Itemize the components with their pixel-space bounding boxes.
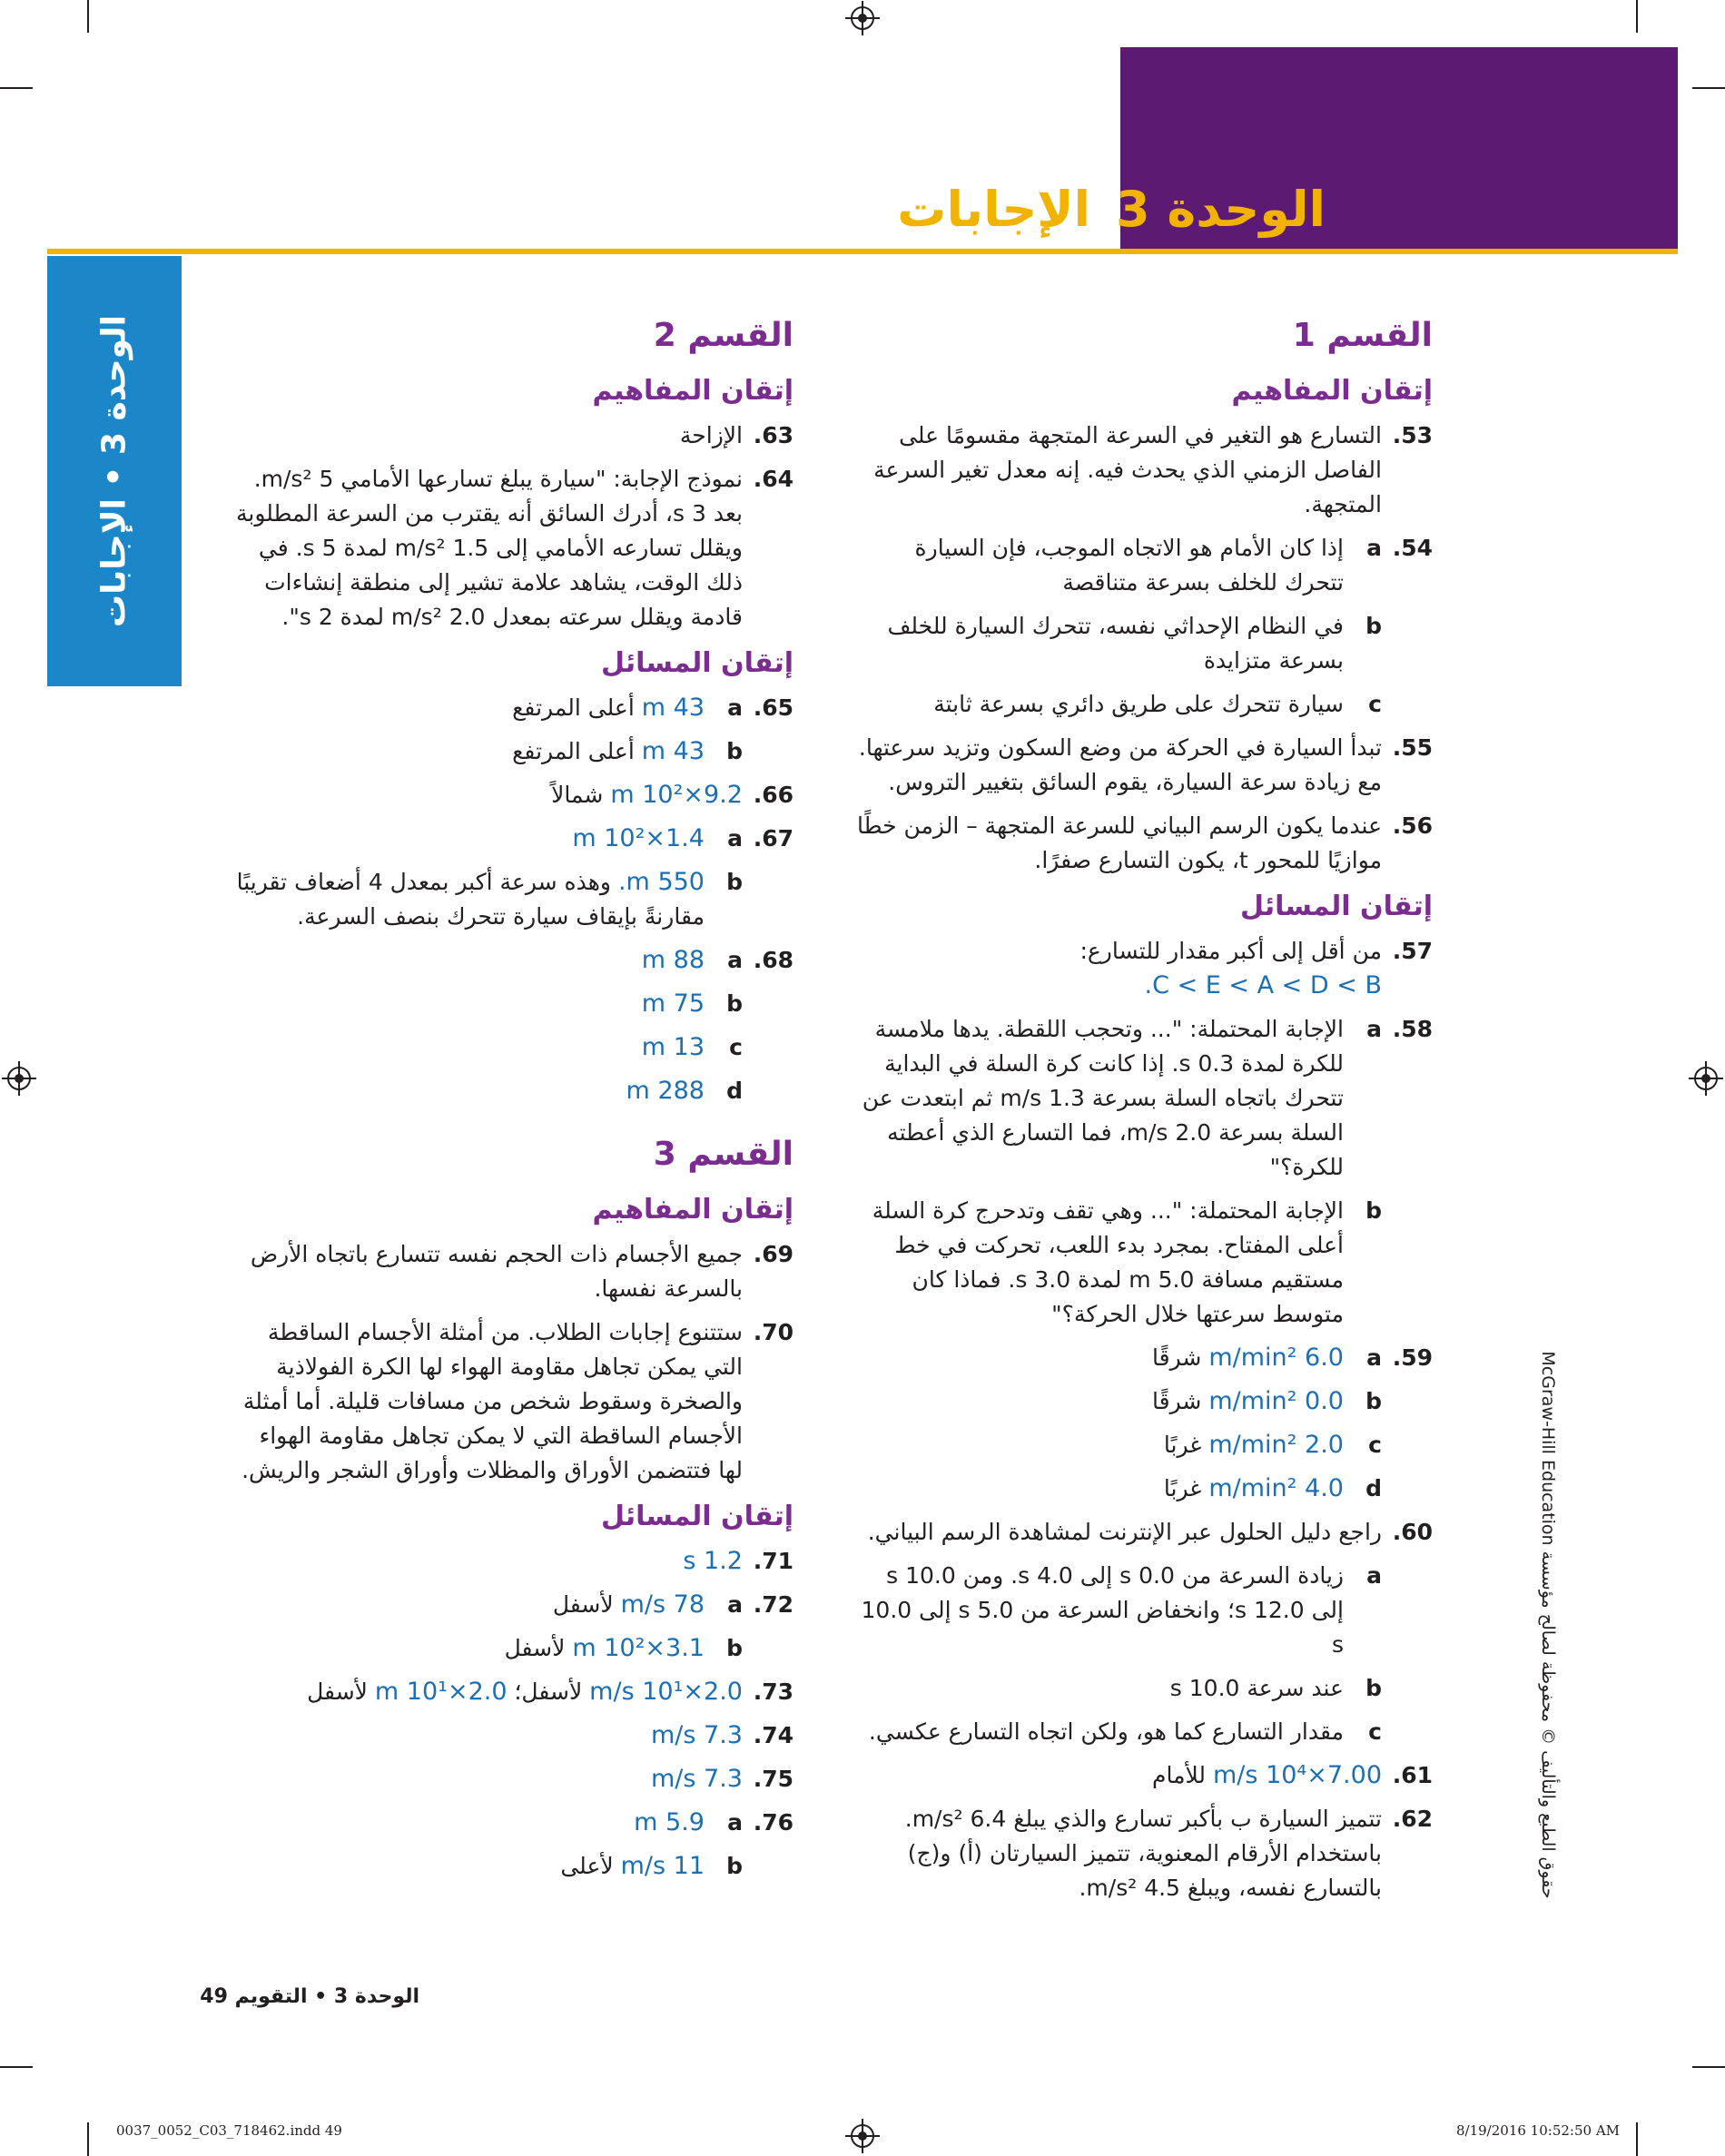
crop-mark (87, 0, 89, 33)
question-72-b: b 3.1×10² m لأسفل (504, 1634, 743, 1662)
question-58-b: b الإجابة المحتملة: "... وهي تقف وتدحرج كرة السلة أعلى المفتاح. بمجرد بدء اللعب، تحركت في خط مستقيم مسافة 5.0 m لمدة 3.0 s. فماذا كان متوسط سرعتها خلال الحركة؟" (872, 1197, 1382, 1327)
question-54: 54. a إذا كان الأمام هو الاتجاه الموجب، فإن السيارة تتحرك للخلف بسرعة متناقصة (914, 535, 1433, 596)
question-63: 63. الإزاحة (679, 422, 794, 448)
copyright-notice: حقوق الطبع والتأليف © محفوظة لصالح مؤسسة McGraw-Hill Education (1538, 1351, 1558, 1899)
question-56: 56. عندما يكون الرسم البياني للسرعة المتجهة – الزمن خطًا موازيًا للمحور t، يكون التسارع صفرًا. (856, 812, 1433, 873)
concepts-title: إتقان المفاهيم (1231, 375, 1433, 407)
problems-title: إتقان المسائل (601, 1501, 794, 1532)
question-68-d: d 288 m (626, 1077, 743, 1105)
question-61: 61. 7.00×10⁴ m/s للأمام (1152, 1761, 1433, 1789)
section-title: القسم 2 (653, 317, 794, 354)
question-68-b: b 75 m (641, 989, 743, 1018)
question-67: 67. a 1.4×10² m (572, 824, 794, 852)
question-62: 62. تتميز السيارة ب بأكبر تسارع والذي يبلغ 6.4 m/s². باستخدام الأرقام المعنوية، تتميز السيارتان (أ) و(ج) بالتسارع نفسه، ويبلغ 4.5 m/s². (904, 1806, 1433, 1901)
question-66: 66. 9.2×10² m شمالاً (551, 781, 794, 809)
answers-label: الإجابات (897, 180, 1090, 238)
question-65: 65. a 43 m أعلى المرتفع (512, 694, 794, 722)
crop-mark (1692, 2066, 1725, 2068)
question-59: 59. a 6.0 m/min² شرقًا (1152, 1344, 1433, 1372)
question-72: 72. a 78 m/s لأسفل (552, 1590, 794, 1619)
question-58: 58. a الإجابة المحتملة: "... وتحجب اللقطة. يدها ملامسة للكرة لمدة 0.3 s. إذا كانت كرة السلة في البداية تتحرك باتجاه السلة بسرعة 1.3 m/s ثم ابتعدت عن السلة بسرعة 2.0 m/s، فما التسارع الذي أعطته للكرة؟" (862, 1016, 1433, 1180)
question-68: 68. a 88 m (641, 946, 794, 974)
question-59-c: c 2.0 m/min² غربًا (1163, 1431, 1382, 1459)
question-60-a: a زيادة السرعة من 0.0 s إلى 4.0 s. ومن 10.0 s إلى 12.0 s؛ وانخفاض السرعة من 5.0 s إلى 10.0 s (861, 1562, 1382, 1658)
question-54-b: b في النظام الإحداثي نفسه، تتحرك السيارة للخلف بسرعة متزايدة (887, 613, 1382, 674)
order-value: C < E < A < D < B. (1144, 971, 1382, 999)
header-rule (47, 249, 1678, 254)
question-74: 74. 7.3 m/s (650, 1721, 794, 1749)
left-column (231, 313, 794, 1893)
slug-date: 8/19/2016 10:52:50 AM (1456, 2122, 1621, 2139)
question-60-b: b عند سرعة 10.0 s (1169, 1675, 1382, 1701)
crop-mark (1636, 0, 1638, 33)
page-footer (176, 1985, 419, 2008)
question-53: 53. التسارع هو التغير في السرعة المتجهة مقسومًا على الفاصل الزمني الذي يحدث فيه. إنه معدل تغير السرعة المتجهة. (873, 422, 1433, 517)
question-65-b: b 43 m أعلى المرتفع (512, 737, 743, 765)
registration-mark-icon (1694, 1067, 1718, 1090)
unit-label: الوحدة 3 (1115, 180, 1326, 238)
page-title (897, 174, 1326, 243)
question-64: 64. نموذج الإجابة: "سيارة يبلغ تسارعها الأمامي 5 m/s². بعد 3 s، أدرك السائق أنه يقترب من السرعة المطلوبة ويقلل تسارعه الأمامي إلى 1.5 m/s² لمدة 5 s. في ذلك الوقت، يشاهد علامة تشير إلى منطقة إنشاءات قادمة ويقلل سرعته بمعدل 2.0 m/s² لمدة 2 s". (236, 466, 794, 630)
problems-title: إتقان المسائل (1240, 891, 1433, 922)
registration-mark-icon (7, 1067, 31, 1090)
question-76: 76. a 5.9 m (634, 1808, 794, 1836)
question-69: 69. جميع الأجسام ذات الحجم نفسه تتسارع باتجاه الأرض بالسرعة نفسها. (250, 1241, 794, 1302)
question-55: 55. تبدأ السيارة في الحركة من وضع السكون وتزيد سرعتها. مع زيادة سرعة السيارة، يقوم السائق بتغيير التروس. (858, 734, 1433, 795)
question-68-c: c 13 m (641, 1033, 743, 1061)
question-60: 60. راجع دليل الحلول عبر الإنترنت لمشاهدة الرسم البياني. (867, 1519, 1433, 1545)
question-59-d: d 4.0 m/min² غربًا (1163, 1474, 1382, 1502)
section-title: القسم 3 (653, 1136, 794, 1173)
crop-mark (87, 2122, 89, 2156)
question-76-b: b 11 m/s لأعلى (560, 1852, 743, 1880)
question-75: 75. 7.3 m/s (650, 1765, 794, 1793)
concepts-title: إتقان المفاهيم (592, 1194, 794, 1226)
slug-filename: 0037_0052_C03_718462.indd 49 (116, 2122, 342, 2139)
problems-title: إتقان المسائل (601, 647, 794, 679)
question-73: 73. 2.0×10¹ m/s لأسفل؛ 2.0×10¹ m لأسفل (307, 1678, 794, 1706)
side-tab-text: الوحدة 3 • الإجابات (95, 315, 133, 627)
right-column (852, 313, 1433, 1915)
footer-label: الوحدة 3 • التقويم (234, 1985, 419, 2008)
question-59-b: b 0.0 m/min² شرقًا (1152, 1387, 1382, 1415)
page-number: 49 (200, 1985, 228, 2008)
section-title: القسم 1 (1292, 317, 1433, 354)
question-57: 57. من أقل إلى أكبر مقدار للتسارع: C < E < A < D < B. (1079, 938, 1433, 999)
question-54-c: c سيارة تتحرك على طريق دائري بسرعة ثابتة (933, 691, 1382, 717)
question-60-c: c مقدار التسارع كما هو، ولكن اتجاه التسارع عكسي. (868, 1718, 1382, 1745)
registration-mark-icon (851, 6, 874, 30)
question-67-b: b 550 m. وهذه سرعة أكبر بمعدل 4 أضعاف تقريبًا مقارنةً بإيقاف سيارة تتحرك بنصف السرعة. (236, 868, 743, 930)
question-70: 70. ستتنوع إجابات الطلاب. من أمثلة الأجسام الساقطة التي يمكن تجاهل مقاومة الهواء لها الكرة الفولاذية والصخرة وسقوط شخص من مسافات قليلة. أما أمثلة الأجسام الساقطة التي لا يمكن تجاهل مقاومة الهواء لها فتتضمن الأوراق والمظلات وأوراق الشجر والريش. (242, 1319, 794, 1483)
crop-mark (0, 2066, 33, 2068)
crop-mark (0, 87, 33, 89)
crop-mark (1692, 87, 1725, 89)
crop-mark (1636, 2122, 1638, 2156)
question-71: 71. 1.2 s (683, 1547, 794, 1575)
registration-mark-icon (851, 2124, 874, 2148)
concepts-title: إتقان المفاهيم (592, 375, 794, 407)
